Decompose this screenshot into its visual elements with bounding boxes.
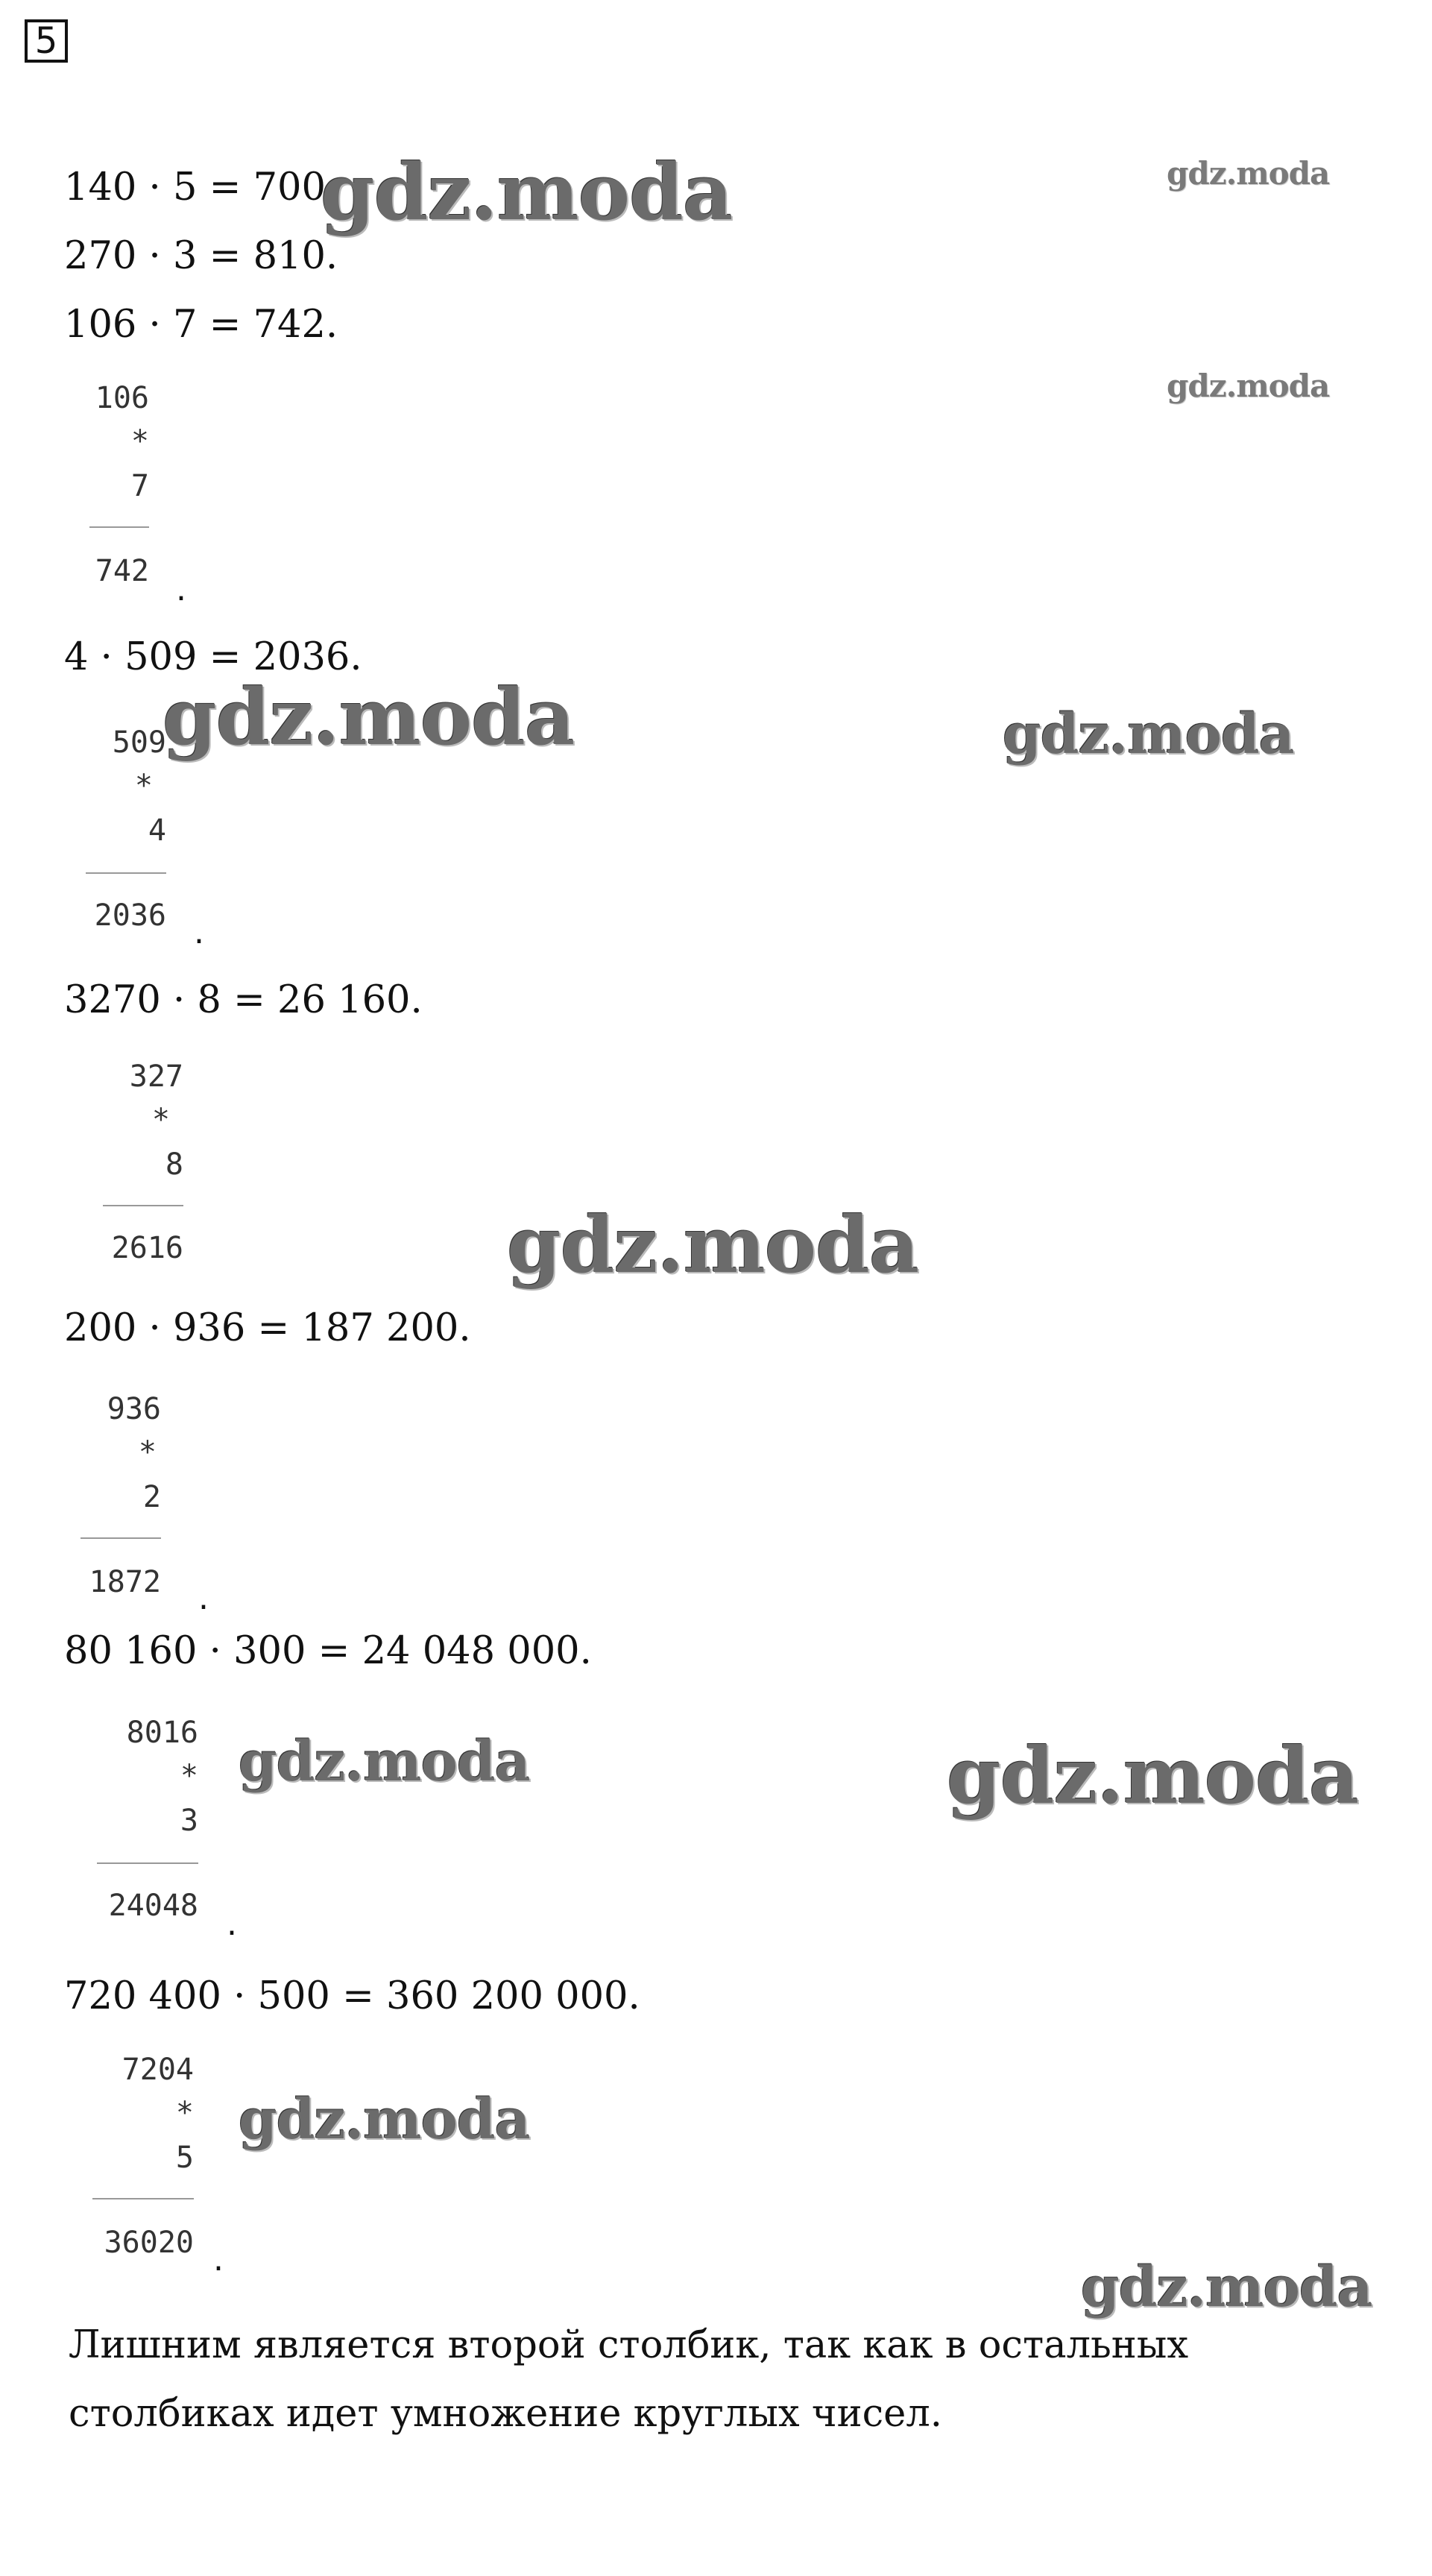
column-multiplication-3 <box>101 1059 183 1282</box>
column-operator: * <box>134 769 153 803</box>
column-top-number: 327 <box>129 1059 183 1094</box>
watermark-logo: gdz.moda <box>507 1199 919 1291</box>
column-multiplication-4 <box>79 1391 161 1615</box>
column-divider-line <box>97 1862 198 1864</box>
watermark-logo: gdz.moda <box>1167 155 1330 192</box>
column-operator: * <box>151 1103 170 1137</box>
column-bottom-number: 5 <box>175 2141 194 2175</box>
column-operator: * <box>175 2096 194 2130</box>
column-operator: * <box>138 1435 157 1470</box>
column-bottom-number: 7 <box>130 469 149 503</box>
equation-2: 270 · 3 = 810. <box>64 234 338 278</box>
task-number-box: 5 <box>25 19 68 63</box>
column-bottom-number: 4 <box>148 813 166 848</box>
equation-1: 140 · 5 = 700. <box>64 166 338 210</box>
column-multiplication-5 <box>94 1715 198 1939</box>
column-result: 742 <box>95 554 149 588</box>
column-multiplication-1 <box>82 380 149 604</box>
column-top-number: 509 <box>112 725 166 760</box>
watermark-logo: gdz.moda <box>239 2088 530 2152</box>
equation-7: 80 160 · 300 = 24 048 000. <box>64 1629 592 1673</box>
column-top-number: 106 <box>95 381 149 415</box>
equation-6: 200 · 936 = 187 200. <box>64 1306 471 1350</box>
column-result: 1872 <box>89 1565 161 1599</box>
period-mark: . <box>213 2240 224 2279</box>
column-multiplication-6 <box>89 2052 194 2276</box>
equation-3: 106 · 7 = 742. <box>64 303 338 347</box>
column-top-number: 8016 <box>126 1716 198 1750</box>
watermark-logo: gdz.moda <box>1081 2255 1372 2320</box>
column-result: 24048 <box>108 1889 198 1923</box>
equation-4: 4 · 509 = 2036. <box>64 635 362 679</box>
equation-5: 3270 · 8 = 26 160. <box>64 978 423 1022</box>
watermark-logo: gdz.moda <box>1003 702 1294 766</box>
period-mark: . <box>227 1905 237 1943</box>
column-multiplication-2 <box>81 725 166 948</box>
column-bottom-number: 2 <box>142 1480 161 1514</box>
column-top-number: 7204 <box>122 2053 194 2087</box>
conclusion-text: Лишним является второй столбик, так как в остальных столбиках идет умножение круглых чисел. <box>69 2323 1189 2436</box>
period-mark: . <box>176 570 186 608</box>
period-mark: . <box>198 1579 209 1617</box>
period-mark: . <box>194 913 204 951</box>
column-operator: * <box>180 1759 198 1793</box>
column-bottom-number: 3 <box>180 1804 198 1838</box>
column-divider-line <box>103 1205 183 1206</box>
watermark-logo: gdz.moda <box>1167 368 1330 404</box>
column-top-number: 936 <box>107 1392 161 1426</box>
watermark-logo: gdz.moda <box>947 1730 1359 1821</box>
column-divider-line <box>89 526 149 528</box>
column-bottom-number: 8 <box>165 1147 183 1182</box>
watermark-logo: gdz.moda <box>321 146 733 238</box>
column-result: 2616 <box>111 1231 183 1265</box>
column-operator: * <box>130 424 149 459</box>
column-divider-line <box>92 2198 194 2199</box>
column-result: 2036 <box>94 898 166 933</box>
column-divider-line <box>81 1537 161 1539</box>
watermark-logo: gdz.moda <box>163 671 575 763</box>
equation-8: 720 400 · 500 = 360 200 000. <box>64 1974 640 2018</box>
watermark-logo: gdz.moda <box>239 1730 530 1794</box>
column-result: 36020 <box>104 2226 194 2260</box>
column-divider-line <box>86 872 166 874</box>
